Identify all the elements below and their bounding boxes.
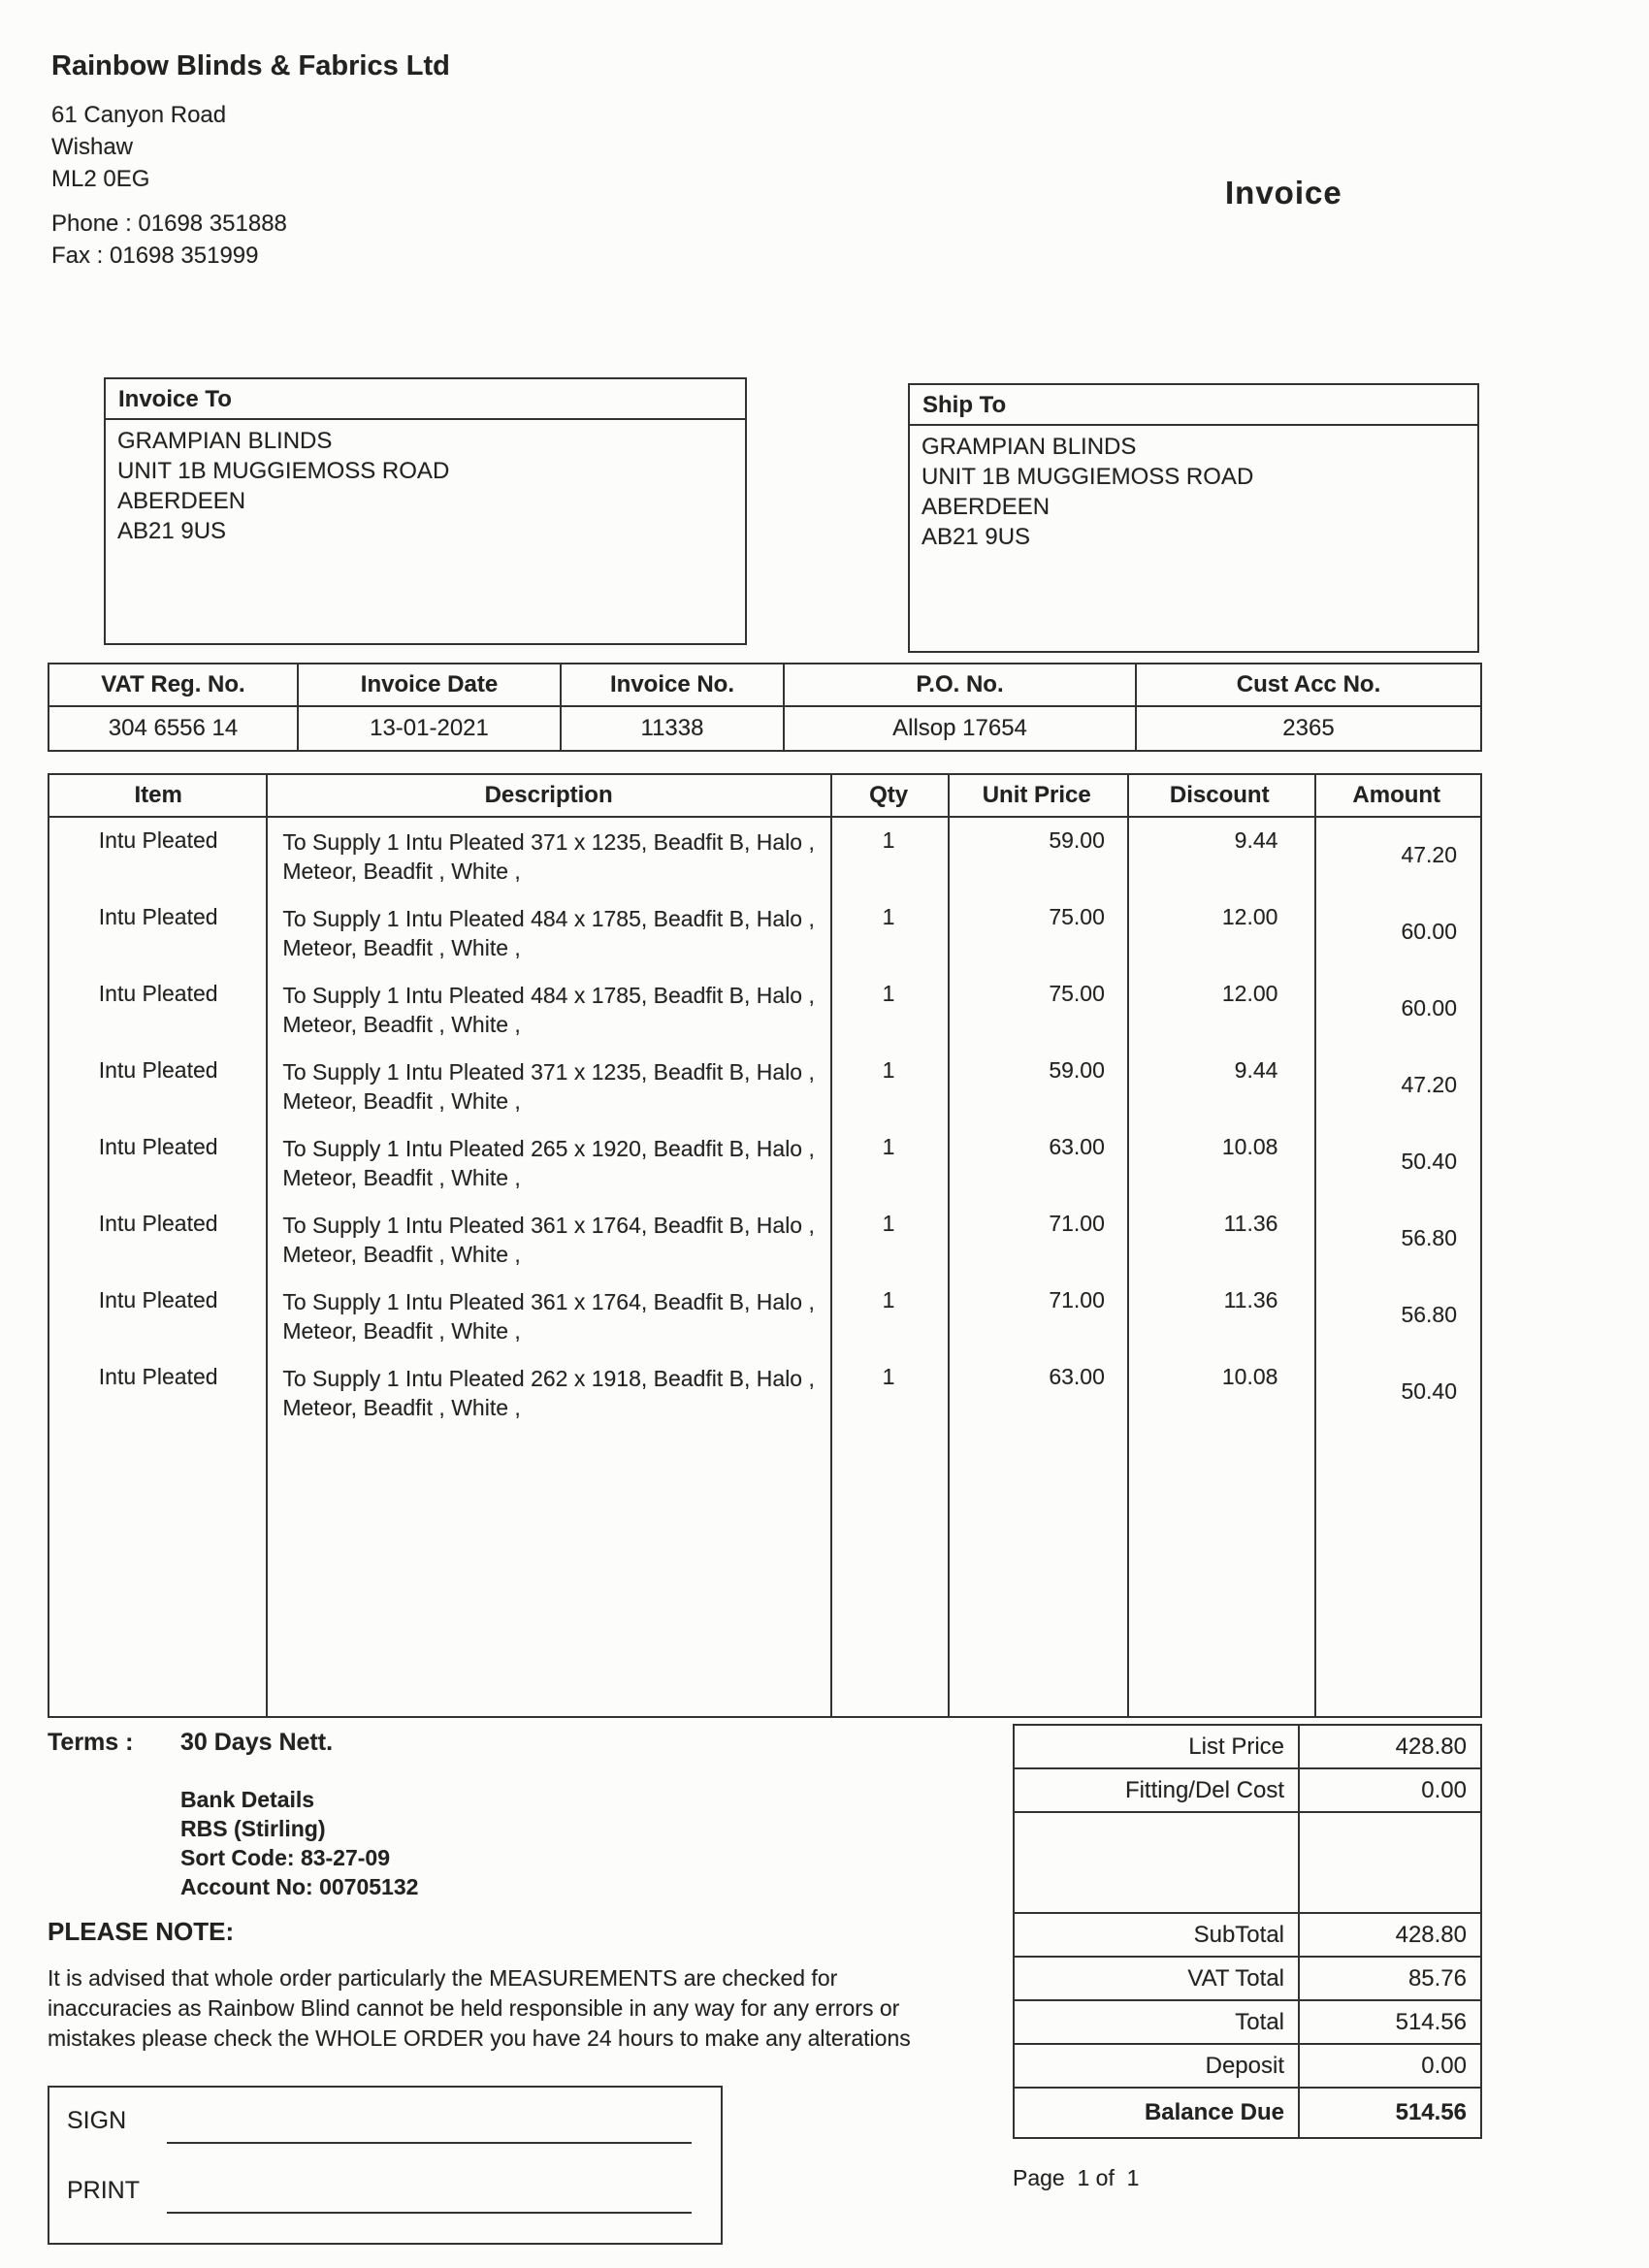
items-header-amount: Amount <box>1352 782 1441 808</box>
line-item-row <box>49 1201 1480 1278</box>
column-divider <box>1127 775 1129 1716</box>
line-item-row <box>49 1048 1480 1124</box>
items-header-qty: Qty <box>869 782 909 808</box>
line-item-name: Intu Pleated <box>98 1057 218 1083</box>
line-item-discount: 9.44 <box>1234 827 1278 853</box>
sign-line <box>167 2142 692 2144</box>
meta-value-po-no: Allsop 17654 <box>785 707 1137 750</box>
invoice-to-line: GRAMPIAN BLINDS <box>117 428 333 454</box>
meta-header-po-no: P.O. No. <box>785 664 1137 705</box>
line-item-unit-price: 63.00 <box>1049 1364 1105 1389</box>
total-value: 514.56 <box>1298 2089 1480 2137</box>
print-label: PRINT <box>67 2177 140 2204</box>
line-item-qty: 1 <box>882 1364 895 1389</box>
totals-spacer <box>1015 1813 1480 1914</box>
total-label: Fitting/Del Cost <box>1124 1776 1284 1803</box>
line-item-qty: 1 <box>882 1211 895 1236</box>
line-item-discount: 9.44 <box>1234 1057 1278 1083</box>
total-row-vat-total <box>1015 1958 1480 2001</box>
company-address <box>51 99 287 272</box>
line-item-amount: 50.40 <box>1401 1149 1457 1174</box>
company-address-line: Wishaw <box>51 134 134 160</box>
totals-box <box>1013 1724 1482 2139</box>
line-item-description: To Supply 1 Intu Pleated 484 x 1785, Beadfit B, Halo , Meteor, Beadfit , White , <box>282 906 815 960</box>
total-value: 85.76 <box>1298 1958 1480 1999</box>
line-items-table <box>48 773 1482 1718</box>
ship-to-line: ABERDEEN <box>922 494 1051 520</box>
line-item-description: To Supply 1 Intu Pleated 371 x 1235, Beadfit B, Halo , Meteor, Beadfit , White , <box>282 829 815 884</box>
line-item-amount: 50.40 <box>1401 1378 1457 1404</box>
total-row-list-price <box>1015 1726 1480 1769</box>
total-value: 428.80 <box>1298 1726 1480 1767</box>
line-item-name: Intu Pleated <box>98 904 218 929</box>
line-item-qty: 1 <box>882 904 895 929</box>
total-row-balance-due <box>1015 2089 1480 2137</box>
line-item-row <box>49 894 1480 971</box>
line-item-name: Intu Pleated <box>98 981 218 1006</box>
line-item-unit-price: 71.00 <box>1049 1287 1105 1312</box>
column-divider <box>948 775 950 1716</box>
line-item-unit-price: 75.00 <box>1049 904 1105 929</box>
meta-header-row <box>49 664 1480 707</box>
line-item-discount: 11.36 <box>1223 1211 1278 1236</box>
ship-to-line: AB21 9US <box>922 524 1031 550</box>
total-label: Balance Due <box>1144 2099 1284 2125</box>
line-item-description: To Supply 1 Intu Pleated 361 x 1764, Beadfit B, Halo , Meteor, Beadfit , White , <box>282 1289 815 1344</box>
document-title: Invoice <box>1225 175 1342 211</box>
print-line <box>167 2212 692 2214</box>
items-header-unit-price: Unit Price <box>982 782 1091 808</box>
line-item-unit-price: 75.00 <box>1049 981 1105 1006</box>
line-item-name: Intu Pleated <box>98 1287 218 1312</box>
line-item-name: Intu Pleated <box>98 1364 218 1389</box>
total-label: List Price <box>1188 1733 1284 1760</box>
line-item-row <box>49 1354 1480 1431</box>
invoice-to-line: UNIT 1B MUGGIEMOSS ROAD <box>117 458 450 484</box>
line-item-name: Intu Pleated <box>98 827 218 853</box>
line-item-row <box>49 1124 1480 1201</box>
page-number: Page 1 of 1 <box>1013 2165 1140 2190</box>
line-item-description: To Supply 1 Intu Pleated 371 x 1235, Beadfit B, Halo , Meteor, Beadfit , White , <box>282 1059 815 1114</box>
bank-details-line: RBS (Stirling) <box>180 1816 326 1841</box>
line-item-unit-price: 59.00 <box>1049 827 1105 853</box>
company-address-line: 61 Canyon Road <box>51 102 227 128</box>
column-divider <box>1314 775 1316 1716</box>
line-item-description: To Supply 1 Intu Pleated 262 x 1918, Beadfit B, Halo , Meteor, Beadfit , White , <box>282 1366 815 1420</box>
ship-to-label: Ship To <box>910 385 1477 426</box>
line-item-qty: 1 <box>882 1057 895 1083</box>
line-item-description: To Supply 1 Intu Pleated 265 x 1920, Beadfit B, Halo , Meteor, Beadfit , White , <box>282 1136 815 1190</box>
meta-header-invoice-date: Invoice Date <box>299 664 562 705</box>
line-item-amount: 60.00 <box>1401 995 1457 1021</box>
line-item-qty: 1 <box>882 1134 895 1159</box>
invoice-to-line: AB21 9US <box>117 518 227 544</box>
invoice-meta-table <box>48 663 1482 752</box>
line-item-unit-price: 59.00 <box>1049 1057 1105 1083</box>
line-item-description: To Supply 1 Intu Pleated 484 x 1785, Beadfit B, Halo , Meteor, Beadfit , White , <box>282 983 815 1037</box>
line-item-row <box>49 1278 1480 1354</box>
total-value: 0.00 <box>1298 2045 1480 2087</box>
total-label: Deposit <box>1205 2052 1284 2079</box>
total-value: 428.80 <box>1298 1914 1480 1956</box>
line-item-description: To Supply 1 Intu Pleated 361 x 1764, Beadfit B, Halo , Meteor, Beadfit , White , <box>282 1213 815 1267</box>
meta-value-vat-reg: 304 6556 14 <box>49 707 299 750</box>
please-note-body: It is advised that whole order particularly the MEASUREMENTS are checked for inaccuracies as Rainbow Blind cannot be held responsible in any way for any errors or mistakes please check the WHOLE ORDER you have 24 hours to make any alterations <box>48 1965 911 2051</box>
total-row-deposit <box>1015 2045 1480 2089</box>
line-item-amount: 47.20 <box>1401 1072 1457 1097</box>
total-label: VAT Total <box>1187 1964 1284 1992</box>
column-divider <box>266 775 268 1716</box>
ship-to-line: UNIT 1B MUGGIEMOSS ROAD <box>922 464 1254 490</box>
total-row-fitting-del-cost <box>1015 1769 1480 1813</box>
meta-value-row <box>49 707 1480 750</box>
ship-to-address <box>910 426 1477 558</box>
line-item-discount: 10.08 <box>1221 1134 1278 1159</box>
line-item-name: Intu Pleated <box>98 1134 218 1159</box>
total-value: 514.56 <box>1298 2001 1480 2043</box>
sign-label: SIGN <box>67 2107 127 2134</box>
total-row-total <box>1015 2001 1480 2045</box>
invoice-to-address <box>106 420 745 552</box>
invoice-to-line: ABERDEEN <box>117 488 246 514</box>
line-item-qty: 1 <box>882 827 895 853</box>
ship-to-line: GRAMPIAN BLINDS <box>922 434 1137 460</box>
column-divider <box>830 775 832 1716</box>
meta-value-cust-acc-no: 2365 <box>1282 715 1335 741</box>
total-value: 0.00 <box>1298 1769 1480 1811</box>
company-phone: Phone : 01698 351888 <box>51 211 287 237</box>
meta-header-cust-acc-no: Cust Acc No. <box>1236 671 1381 697</box>
company-fax: Fax : 01698 351999 <box>51 243 259 269</box>
total-label: Total <box>1235 2008 1284 2035</box>
items-header-discount: Discount <box>1169 782 1270 808</box>
meta-header-invoice-no: Invoice No. <box>562 664 785 705</box>
line-item-discount: 11.36 <box>1223 1287 1278 1312</box>
invoice-to-box <box>104 377 747 645</box>
line-item-row <box>49 971 1480 1048</box>
line-item-amount: 60.00 <box>1401 919 1457 944</box>
terms-value: 30 Days Nett. <box>180 1729 334 1756</box>
bank-details-line: Sort Code: 83-27-09 <box>180 1845 391 1870</box>
meta-header-vat-reg: VAT Reg. No. <box>49 664 299 705</box>
line-item-qty: 1 <box>882 981 895 1006</box>
company-address-line: ML2 0EG <box>51 166 150 192</box>
line-item-amount: 56.80 <box>1401 1302 1457 1327</box>
meta-value-invoice-date: 13-01-2021 <box>299 707 562 750</box>
line-item-name: Intu Pleated <box>98 1211 218 1236</box>
items-header-row <box>49 775 1480 818</box>
total-row-subtotal <box>1015 1914 1480 1958</box>
line-item-amount: 47.20 <box>1401 842 1457 867</box>
terms-label: Terms : <box>48 1729 134 1756</box>
please-note-title: PLEASE NOTE: <box>48 1917 235 1946</box>
meta-value-invoice-no: 11338 <box>562 707 785 750</box>
line-item-row <box>49 818 1480 894</box>
company-name: Rainbow Blinds & Fabrics Ltd <box>51 50 450 81</box>
bank-details-line: Account No: 00705132 <box>180 1874 419 1899</box>
line-item-discount: 12.00 <box>1221 981 1278 1006</box>
line-item-qty: 1 <box>882 1287 895 1312</box>
ship-to-box <box>908 383 1479 653</box>
items-header-item: Item <box>134 782 182 808</box>
bank-details-title: Bank Details <box>180 1787 315 1812</box>
total-label: SubTotal <box>1193 1921 1284 1948</box>
line-item-unit-price: 71.00 <box>1049 1211 1105 1236</box>
line-item-unit-price: 63.00 <box>1049 1134 1105 1159</box>
line-item-discount: 10.08 <box>1221 1364 1278 1389</box>
line-item-discount: 12.00 <box>1221 904 1278 929</box>
signature-box <box>48 2086 723 2245</box>
line-item-amount: 56.80 <box>1401 1225 1457 1250</box>
bank-details <box>180 1785 418 1901</box>
items-header-description: Description <box>484 782 613 808</box>
invoice-to-label: Invoice To <box>106 379 745 420</box>
